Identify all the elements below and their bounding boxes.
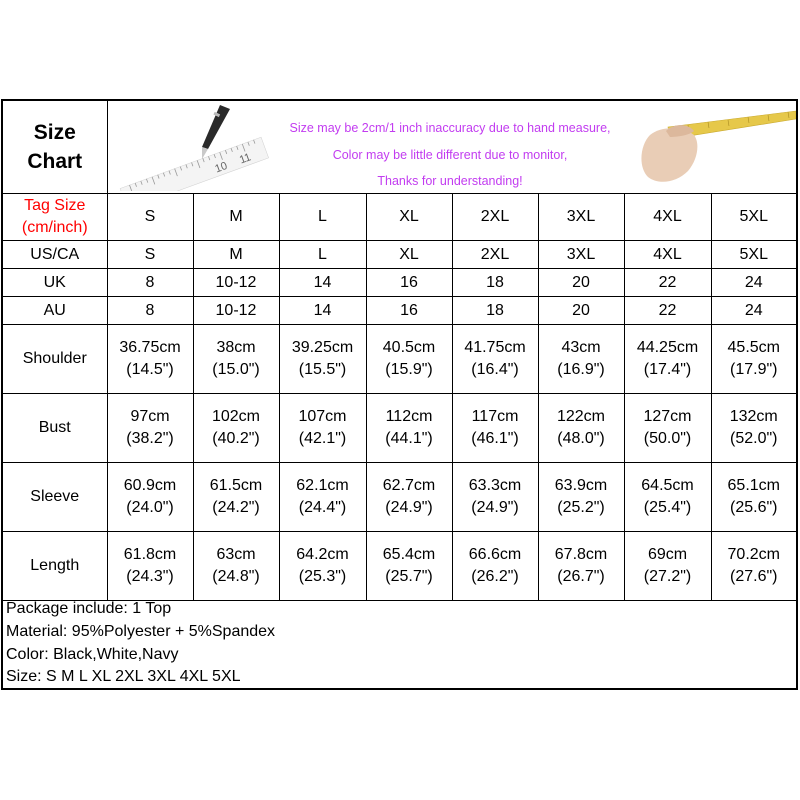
sleeve-cell bbox=[193, 463, 279, 532]
tag-size-cell: 2XL bbox=[452, 194, 538, 241]
inch-value: (24.0") bbox=[126, 499, 174, 516]
shoulder-cell bbox=[107, 325, 193, 394]
inch-value: (24.3") bbox=[126, 568, 174, 585]
material-line: Material: 95%Polyester + 5%Spandex bbox=[6, 622, 276, 640]
length-cell bbox=[538, 532, 624, 601]
us-ca-cell: L bbox=[279, 241, 366, 269]
uk-cell: 22 bbox=[624, 269, 711, 297]
cm-value: 64.2cm bbox=[296, 546, 349, 563]
shoulder-cell bbox=[279, 325, 366, 394]
shoulder-cell bbox=[624, 325, 711, 394]
cm-value: 65.4cm bbox=[382, 546, 436, 563]
uk-cell: 16 bbox=[366, 269, 452, 297]
length-cell bbox=[452, 532, 538, 601]
inch-value: (15.5") bbox=[298, 361, 347, 378]
size-table bbox=[3, 101, 796, 601]
ruler-number-10: 10 bbox=[212, 159, 229, 176]
bust-cell bbox=[279, 394, 366, 463]
sleeve-cell bbox=[711, 463, 796, 532]
package-line: Package include: 1 Top bbox=[6, 600, 172, 617]
inch-value: (15.0") bbox=[212, 361, 260, 378]
us-ca-cell: 5XL bbox=[711, 241, 796, 269]
bust-cell bbox=[193, 394, 279, 463]
title-line-1: Size bbox=[33, 121, 76, 144]
size-line: Size: S M L XL 2XL 3XL 4XL 5XL bbox=[6, 668, 241, 686]
sleeve-cell bbox=[107, 463, 193, 532]
length-cell bbox=[624, 532, 711, 601]
au-cell: 20 bbox=[538, 297, 624, 325]
cm-value: 65.1cm bbox=[727, 477, 780, 494]
tag-size-cell: M bbox=[193, 194, 279, 241]
au-cell: 8 bbox=[107, 297, 193, 325]
inch-value: (15.9") bbox=[385, 361, 433, 378]
disclaimer-notes bbox=[290, 115, 611, 194]
sleeve-cell bbox=[624, 463, 711, 532]
cm-value: 63.3cm bbox=[468, 477, 522, 494]
inch-value: (25.3") bbox=[298, 568, 347, 585]
cm-value: 43cm bbox=[561, 339, 601, 356]
inch-value: (25.2") bbox=[557, 499, 605, 516]
tag-size-cell: S bbox=[107, 194, 193, 241]
us-ca-cell: 4XL bbox=[624, 241, 711, 269]
inch-value: (26.7") bbox=[557, 568, 605, 585]
inch-value: (52.0") bbox=[730, 430, 778, 447]
tag-size-cell: XL bbox=[366, 194, 452, 241]
bust-cell bbox=[538, 394, 624, 463]
cm-value: 44.25cm bbox=[636, 339, 699, 356]
inch-value: (14.5") bbox=[126, 361, 174, 378]
us-ca-row bbox=[3, 241, 796, 269]
inch-value: (17.4") bbox=[643, 361, 692, 378]
bust-cell bbox=[107, 394, 193, 463]
uk-cell: 14 bbox=[279, 269, 366, 297]
inch-value: (44.1") bbox=[385, 430, 433, 447]
row-label: Shoulder bbox=[3, 325, 107, 394]
tag-size-cell: L bbox=[279, 194, 366, 241]
bust-cell bbox=[452, 394, 538, 463]
au-cell: 24 bbox=[711, 297, 796, 325]
cm-value: 70.2cm bbox=[727, 546, 780, 563]
cm-value: 66.6cm bbox=[468, 546, 522, 563]
length-row bbox=[3, 532, 796, 601]
length-cell bbox=[193, 532, 279, 601]
shoulder-cell bbox=[193, 325, 279, 394]
bust-cell bbox=[366, 394, 452, 463]
uk-cell: 20 bbox=[538, 269, 624, 297]
cm-value: 102cm bbox=[211, 408, 261, 425]
row-label: Sleeve bbox=[3, 463, 107, 532]
length-cell bbox=[107, 532, 193, 601]
chart-title bbox=[3, 101, 107, 194]
cm-value: 39.25cm bbox=[291, 339, 354, 356]
sleeve-cell bbox=[538, 463, 624, 532]
length-cell bbox=[711, 532, 796, 601]
cm-value: 64.5cm bbox=[641, 477, 694, 494]
shoulder-cell bbox=[366, 325, 452, 394]
row-label: Length bbox=[3, 532, 107, 601]
inch-value: (24.9") bbox=[385, 499, 433, 516]
note-hand-measure: Size may be 2cm/1 inch inaccuracy due to hand measure, bbox=[289, 121, 611, 135]
inch-value: (38.2") bbox=[126, 430, 174, 447]
bust-row bbox=[3, 394, 796, 463]
cm-value: 61.8cm bbox=[123, 546, 177, 563]
uk-cell: 18 bbox=[452, 269, 538, 297]
tag-size-cell: 4XL bbox=[624, 194, 711, 241]
inch-value: (25.7") bbox=[385, 568, 433, 585]
cm-value: 97cm bbox=[130, 408, 170, 425]
inch-value: (42.1") bbox=[298, 430, 347, 447]
inch-value: (17.9") bbox=[730, 361, 778, 378]
row-label: AU bbox=[3, 297, 107, 325]
cm-value: 62.7cm bbox=[382, 477, 436, 494]
inch-value: (48.0") bbox=[557, 430, 605, 447]
sleeve-cell bbox=[452, 463, 538, 532]
cm-value: 45.5cm bbox=[727, 339, 780, 356]
banner bbox=[107, 101, 796, 194]
measuring-tape-icon bbox=[116, 103, 276, 191]
shoulder-cell bbox=[452, 325, 538, 394]
cm-value: 62.1cm bbox=[296, 477, 349, 494]
us-ca-cell: XL bbox=[366, 241, 452, 269]
tag-size-cell: 3XL bbox=[538, 194, 624, 241]
length-cell bbox=[366, 532, 452, 601]
au-cell: 10-12 bbox=[193, 297, 279, 325]
au-row bbox=[3, 297, 796, 325]
shoulder-cell bbox=[538, 325, 624, 394]
row-label: US/CA bbox=[3, 241, 107, 269]
cm-value: 132cm bbox=[729, 408, 778, 425]
inch-value: (16.4") bbox=[471, 361, 519, 378]
tag-size-label-line-1: Tag Size bbox=[24, 197, 86, 214]
ruler-number-11: 11 bbox=[237, 151, 253, 167]
inch-value: (24.8") bbox=[212, 568, 260, 585]
us-ca-cell: 3XL bbox=[538, 241, 624, 269]
cm-value: 127cm bbox=[643, 408, 692, 425]
bust-cell bbox=[624, 394, 711, 463]
inch-value: (24.9") bbox=[471, 499, 519, 516]
us-ca-cell: M bbox=[193, 241, 279, 269]
au-cell: 22 bbox=[624, 297, 711, 325]
tag-size-label-line-2: (cm/inch) bbox=[21, 219, 88, 236]
cm-value: 63.9cm bbox=[554, 477, 608, 494]
inch-value: (27.2") bbox=[643, 568, 692, 585]
sleeve-row bbox=[3, 463, 796, 532]
shoulder-row bbox=[3, 325, 796, 394]
uk-row bbox=[3, 269, 796, 297]
header-row bbox=[3, 101, 796, 194]
uk-cell: 8 bbox=[107, 269, 193, 297]
us-ca-cell: S bbox=[107, 241, 193, 269]
inch-value: (25.6") bbox=[730, 499, 778, 516]
au-cell: 18 bbox=[452, 297, 538, 325]
cm-value: 69cm bbox=[647, 546, 688, 563]
inch-value: (25.4") bbox=[643, 499, 692, 516]
cm-value: 41.75cm bbox=[464, 339, 526, 356]
color-line: Color: Black,White,Navy bbox=[6, 645, 179, 663]
inch-value: (24.2") bbox=[212, 499, 260, 516]
cm-value: 122cm bbox=[556, 408, 606, 425]
cm-value: 107cm bbox=[298, 408, 347, 425]
product-details bbox=[3, 598, 796, 688]
hand-with-tape-icon bbox=[628, 105, 797, 189]
inch-value: (50.0") bbox=[643, 430, 692, 447]
inch-value: (40.2") bbox=[212, 430, 260, 447]
inch-value: (16.9") bbox=[557, 361, 605, 378]
cm-value: 60.9cm bbox=[123, 477, 177, 494]
note-monitor-color: Color may be little different due to monitor, bbox=[332, 147, 568, 162]
title-line-2: Chart bbox=[27, 150, 83, 173]
cm-value: 117cm bbox=[471, 408, 519, 425]
cm-value: 38cm bbox=[216, 339, 256, 356]
cm-value: 67.8cm bbox=[554, 546, 608, 563]
inch-value: (26.2") bbox=[471, 568, 519, 585]
row-label: Bust bbox=[3, 394, 107, 463]
inch-value: (27.6") bbox=[730, 568, 778, 585]
inch-value: (46.1") bbox=[471, 430, 519, 447]
tag-size-row bbox=[3, 194, 796, 241]
uk-cell: 24 bbox=[711, 269, 796, 297]
shoulder-cell bbox=[711, 325, 796, 394]
bust-cell bbox=[711, 394, 796, 463]
inch-value: (24.4") bbox=[298, 499, 347, 516]
note-thanks: Thanks for understanding! bbox=[377, 174, 523, 188]
sleeve-cell bbox=[366, 463, 452, 532]
cm-value: 36.75cm bbox=[119, 339, 181, 356]
cm-value: 112cm bbox=[385, 408, 433, 425]
sleeve-cell bbox=[279, 463, 366, 532]
row-label: UK bbox=[3, 269, 107, 297]
au-cell: 14 bbox=[279, 297, 366, 325]
us-ca-cell: 2XL bbox=[452, 241, 538, 269]
length-cell bbox=[279, 532, 366, 601]
cm-value: 61.5cm bbox=[209, 477, 263, 494]
size-chart bbox=[1, 99, 798, 690]
tag-size-label bbox=[3, 194, 107, 241]
uk-cell: 10-12 bbox=[193, 269, 279, 297]
tag-size-cell: 5XL bbox=[711, 194, 796, 241]
au-cell: 16 bbox=[366, 297, 452, 325]
cm-value: 40.5cm bbox=[382, 339, 436, 356]
cm-value: 63cm bbox=[216, 546, 256, 563]
